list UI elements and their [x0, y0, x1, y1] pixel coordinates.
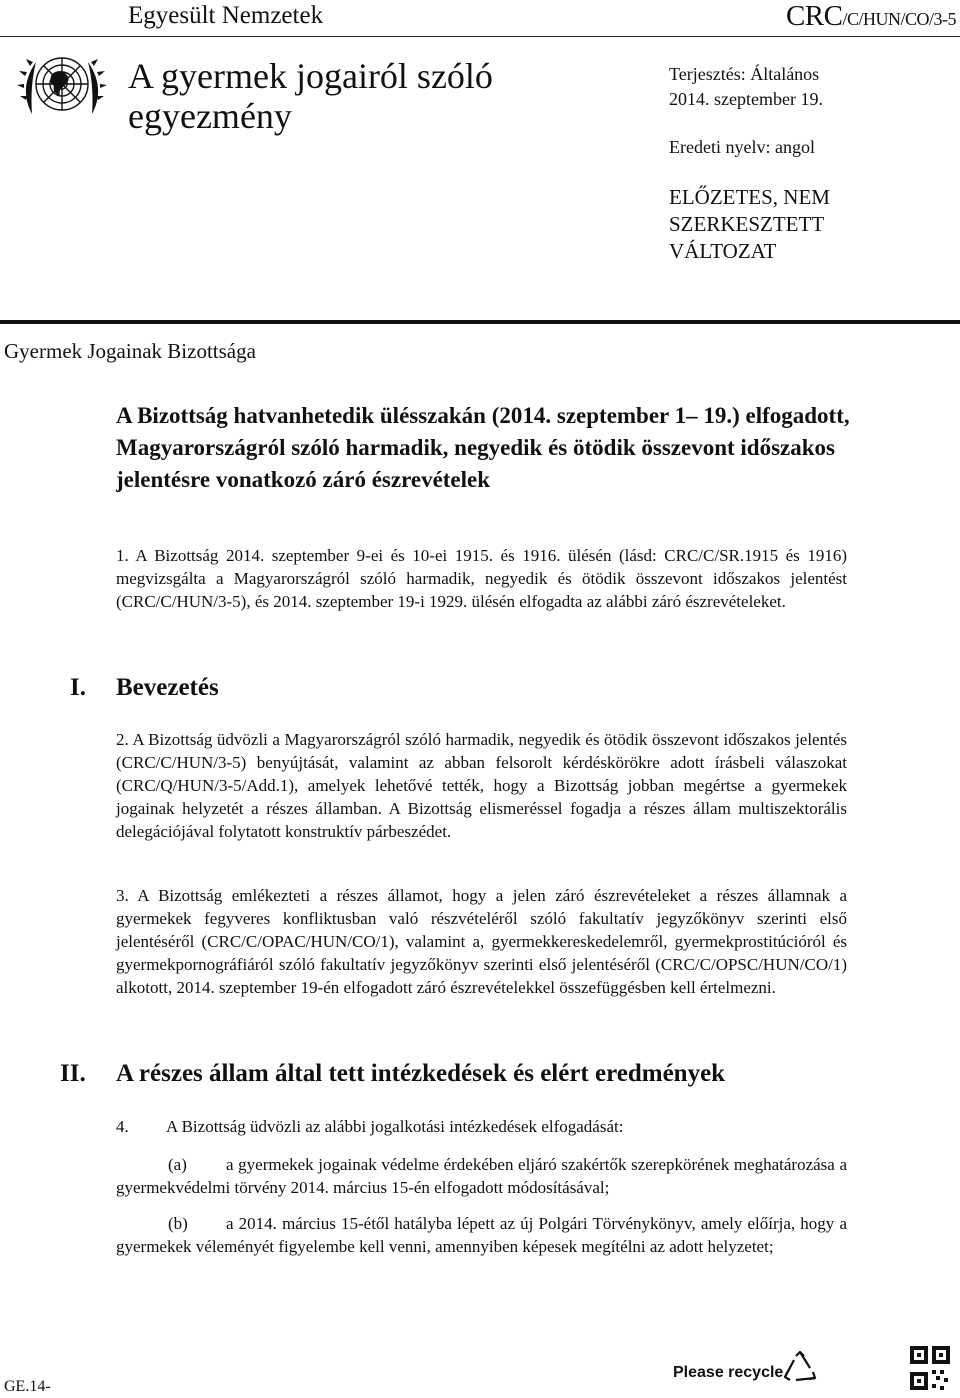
- footer-document-code: GE.14-: [4, 1378, 51, 1395]
- document-subtitle: A Bizottság hatvanhetedik ülésszakán (2014. szeptember 1– 19.) elfogadott, Magyarországról szóló harmadik, negyedik és ötödik összevont időszakos jelentésre vonatkozó záró észrevételek: [116, 403, 850, 492]
- paragraph-3: 3. A Bizottság emlékezteti a részes államot, hogy a jelen záró észrevételeket a részes államnak a gyermekek fegyveres konfliktusban való részvételéről szóló fakultatív jegyzőkönyv szerinti első jelentéséről (CRC/C/OPAC/HUN/CO/1), valamint a, gyermekkereskedelemről, gyermekprostitúcióról és gyermekpornográfiáról szóló fakultatív jegyzőkönyv szerinti első jelentéséről (CRC/C/OPSC/HUN/CO/1) alkotott, 2014. szeptember 19-én elfogadott záró észrevételekkel összefüggésben kell értelmezni.: [116, 886, 847, 997]
- section-2-number: II.: [60, 1060, 86, 1087]
- original-language: Eredeti nyelv: angol: [669, 137, 815, 157]
- distribution: Terjesztés: Általános: [669, 64, 820, 84]
- recycle-label: Please recycle: [673, 1364, 784, 1381]
- title-line-2: egyezmény: [128, 96, 292, 136]
- paragraph-1: 1. A Bizottság 2014. szeptember 9-ei és 10-ei 1915. és 1916. ülésén (lásd: CRC/C/SR.1915 és 1916) megvizsgálta a Magyarországról szóló harmadik, negyedik és ötödik összevont időszakos jelentést (CRC/C/HUN/3-5), és 2014. szeptember 19-i 1929. ülésén elfogadta az alábbi záró észrevételeket.: [116, 546, 847, 611]
- header-rule: [0, 36, 960, 37]
- recycle-icon: [782, 1350, 818, 1386]
- list-item-b-text: a 2014. március 15-étől hatályba lépett az új Polgári Törvénykönyv, amely előírja, hogy a gyermekek véleményét figyelembe kell venni, amennyiben képesek megítélni az adott helyzetet;: [116, 1214, 847, 1256]
- list-item-a-text: a gyermekek jogainak védelme érdekében eljáró szakértők szerepkörének meghatározása a gyermekvédelmi törvény 2014. március 15-én elfogadott módosításával;: [116, 1155, 847, 1197]
- paragraph-4-text: A Bizottság üdvözli az alábbi jogalkotási intézkedések elfogadását:: [166, 1117, 624, 1136]
- document-date: 2014. szeptember 19.: [669, 89, 823, 109]
- status-line-3: VÁLTOZAT: [669, 239, 777, 263]
- qr-code-icon: [862, 1340, 954, 1396]
- section-1-number: I.: [70, 674, 86, 701]
- paragraph-4-number: 4.: [116, 1117, 129, 1136]
- document-symbol: [786, 0, 956, 33]
- list-item-b: [116, 1212, 847, 1258]
- committee-name: Gyermek Jogainak Bizottsága: [4, 339, 256, 363]
- section-2-title: A részes állam által tett intézkedések és elért eredmények: [116, 1060, 726, 1087]
- list-item-a-label: (a): [168, 1155, 187, 1174]
- organization-name: Egyesült Nemzetek: [128, 2, 324, 29]
- version-status: [669, 184, 830, 265]
- section-1-title: Bevezetés: [116, 674, 219, 701]
- title-line-1: A gyermek jogairól szóló: [128, 56, 493, 96]
- symbol-rest: /C/HUN/CO/3-5: [842, 9, 956, 29]
- symbol-main: CRC: [785, 0, 843, 32]
- section-rule: [0, 320, 960, 324]
- status-line-1: ELŐZETES, NEM: [669, 185, 830, 209]
- document-title: [128, 56, 598, 136]
- un-emblem-icon: [12, 44, 112, 128]
- list-item-b-label: (b): [168, 1214, 188, 1233]
- status-line-2: SZERKESZTETT: [669, 212, 825, 236]
- paragraph-4: [116, 1115, 847, 1138]
- list-item-a: [116, 1153, 847, 1199]
- paragraph-2: 2. A Bizottság üdvözli a Magyarországról szóló harmadik, negyedik és ötödik összevont időszakos jelentés (CRC/C/HUN/3-5) benyújtását, valamint az abban felsorolt kérdéskörökre adott írásbeli válaszokat (CRC/Q/HUN/3-5/Add.1), amelyek lehetővé tették, hogy a Bizottság jobban megértse a gyermekek jogainak helyzetét a részes államban. A Bizottság elismeréssel fogadja a részes állam multiszektorális delegációjával folytatott konstruktív párbeszédet.: [116, 730, 847, 841]
